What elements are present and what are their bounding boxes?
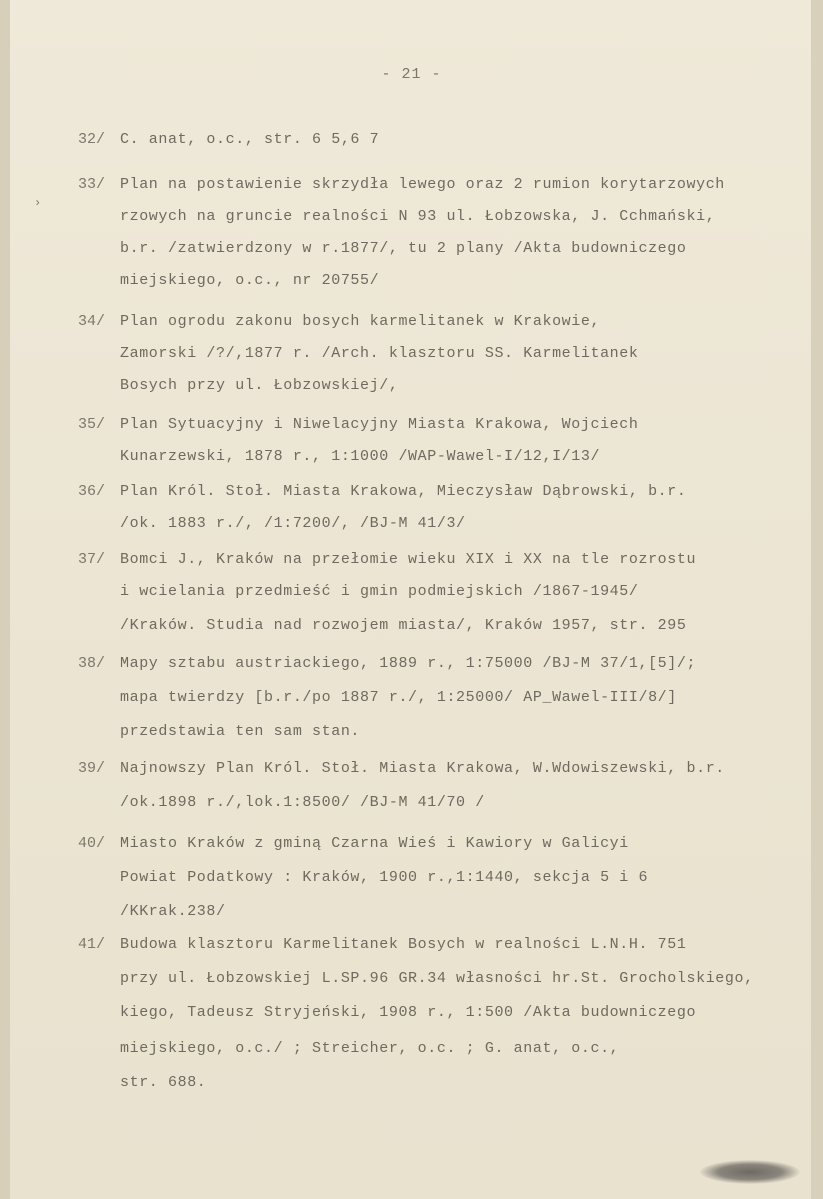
entry-number: 41/ [78, 936, 106, 953]
entry-line: Bosych przy ul. Łobzowskiej/, [120, 377, 399, 394]
entry-line: Miasto Kraków z gminą Czarna Wieś i Kawiory w Galicyi [120, 835, 629, 852]
entry-line: przedstawia ten sam stan. [120, 723, 361, 740]
entry-number: 36/ [78, 483, 106, 500]
entry-line: Mapy sztabu austriackiego, 1889 r., 1:75000 /BJ-M 37/1,[5]/; [120, 655, 697, 672]
entry-line: b.r. /zatwierdzony w r.1877/, tu 2 plany /Akta budowniczego [120, 240, 687, 257]
entry-number: 32/ [78, 131, 106, 148]
margin-mark: › [34, 196, 42, 210]
entry-line: mapa twierdzy [b.r./po 1887 r./, 1:25000/ AP_Wawel-III/8/] [120, 689, 677, 706]
entry-line: Plan na postawienie skrzydła lewego oraz 2 rumion korytarzowych [120, 176, 725, 193]
entry-number: 34/ [78, 313, 106, 330]
entry-line: Plan ogrodu zakonu bosych karmelitanek w Krakowie, [120, 313, 601, 330]
entry-line: Powiat Podatkowy : Kraków, 1900 r.,1:1440, sekcja 5 i 6 [120, 869, 649, 886]
entry-line: miejskiego, o.c., nr 20755/ [120, 272, 380, 289]
entry-number: 39/ [78, 760, 106, 777]
entry-line: /ok.1898 r./,lok.1:8500/ /BJ-M 41/70 / [120, 794, 485, 811]
entry-line: Najnowszy Plan Król. Stoł. Miasta Krakowa, W.Wdowiszewski, b.r. [120, 760, 725, 777]
entry-line: Bomci J., Kraków na przełomie wieku XIX i XX na tle rozrostu [120, 551, 697, 568]
entry-line: C. anat, o.c., str. 6 5,6 7 [120, 131, 380, 148]
entry-line: Plan Sytuacyjny i Niwelacyjny Miasta Krakowa, Wojciech [120, 416, 639, 433]
entry-line: i wcielania przedmieść i gmin podmiejskich /1867-1945/ [120, 583, 639, 600]
entry-line: Kunarzewski, 1878 r., 1:1000 /WAP-Wawel-I/12,I/13/ [120, 448, 601, 465]
page-number: - 21 - [381, 66, 442, 83]
entry-line: /ok. 1883 r./, /1:7200/, /BJ-M 41/3/ [120, 515, 466, 532]
paper-edge-left [0, 0, 10, 1199]
entry-line: /KKrak.238/ [120, 903, 226, 920]
entry-number: 35/ [78, 416, 106, 433]
entry-line: /Kraków. Studia nad rozwojem miasta/, Kraków 1957, str. 295 [120, 617, 687, 634]
entry-line: kiego, Tadeusz Stryjeński, 1908 r., 1:500 /Akta budowniczego [120, 1004, 697, 1021]
entry-line: Plan Król. Stoł. Miasta Krakowa, Mieczysław Dąbrowski, b.r. [120, 483, 687, 500]
paper-edge-right [811, 0, 823, 1199]
entry-number: 38/ [78, 655, 106, 672]
entry-number: 33/ [78, 176, 106, 193]
archive-stamp [700, 1160, 800, 1184]
entry-line: miejskiego, o.c./ ; Streicher, o.c. ; G. anat, o.c., [120, 1040, 620, 1057]
entry-number: 40/ [78, 835, 106, 852]
entry-line: rzowych na gruncie realności N 93 ul. Łobzowska, J. Cchmański, [120, 208, 716, 225]
entry-line: str. 688. [120, 1074, 207, 1091]
entry-line: przy ul. Łobzowskiej L.SP.96 GR.34 własności hr.St. Grocholskiego, [120, 970, 754, 987]
entry-line: Zamorski /?/,1877 r. /Arch. klasztoru SS. Karmelitanek [120, 345, 639, 362]
entry-line: Budowa klasztoru Karmelitanek Bosych w realności L.N.H. 751 [120, 936, 687, 953]
entry-number: 37/ [78, 551, 106, 568]
